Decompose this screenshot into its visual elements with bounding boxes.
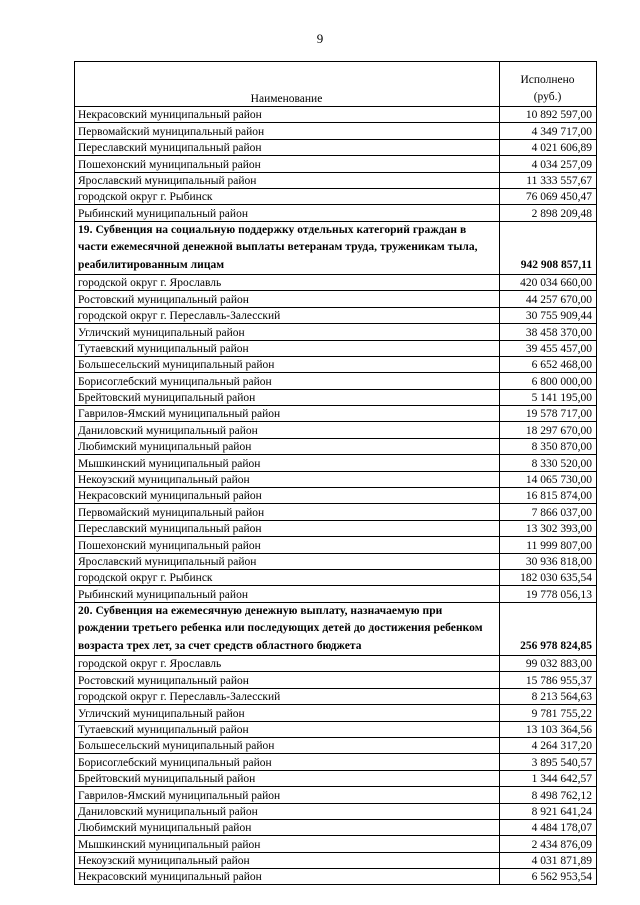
row-value: 99 032 883,00 — [500, 655, 597, 671]
table-row — [75, 307, 597, 323]
row-value: 13 302 393,00 — [500, 520, 597, 536]
row-value: 13 103 364,56 — [500, 721, 597, 737]
table-header-row — [75, 62, 597, 107]
table-row — [75, 373, 597, 389]
row-name: городской округ г. Переславль-Залесский — [75, 307, 500, 323]
table-row — [75, 156, 597, 172]
table-row — [75, 438, 597, 454]
row-name: городской округ г. Рыбинск — [75, 569, 500, 585]
row-value: 8 498 762,12 — [500, 787, 597, 803]
row-name: Любимский муниципальный район — [75, 819, 500, 835]
row-value: 9 781 755,22 — [500, 705, 597, 721]
row-name: Некрасовский муниципальный район — [75, 488, 500, 504]
row-name: Гаврилов-Ямский муниципальный район — [75, 787, 500, 803]
column-header-executed-line1: Исполнено — [520, 74, 575, 86]
budget-table — [74, 61, 597, 885]
row-value: 4 021 606,89 — [500, 139, 597, 155]
section-20-header-row — [75, 602, 597, 655]
row-value: 38 458 370,00 — [500, 324, 597, 340]
row-name: Рыбинский муниципальный район — [75, 205, 500, 221]
row-value: 15 786 955,37 — [500, 672, 597, 688]
row-value: 3 895 540,57 — [500, 754, 597, 770]
section-19-total: 942 908 857,11 — [500, 221, 597, 274]
row-name: Мышкинский муниципальный район — [75, 836, 500, 852]
table-row — [75, 688, 597, 704]
table-row — [75, 455, 597, 471]
row-name: Рыбинский муниципальный район — [75, 586, 500, 602]
row-value: 6 800 000,00 — [500, 373, 597, 389]
row-value: 30 755 909,44 — [500, 307, 597, 323]
row-value: 4 031 871,89 — [500, 852, 597, 868]
page-number: 9 — [316, 31, 324, 46]
row-value: 8 330 520,00 — [500, 455, 597, 471]
table-row — [75, 869, 597, 885]
row-value: 11 333 557,67 — [500, 172, 597, 188]
table-row — [75, 586, 597, 602]
table-row — [75, 389, 597, 405]
row-name: Ярославский муниципальный район — [75, 553, 500, 569]
row-name: Некрасовский муниципальный район — [75, 869, 500, 885]
section-20 — [75, 602, 597, 885]
table-row — [75, 422, 597, 438]
table-row — [75, 537, 597, 553]
section-19-title: 19. Субвенция на социальную поддержку отдельных категорий граждан в части ежемесячной денежной выплаты ветеранам труда, труженикам тыла, реабилитированным лицам — [75, 221, 500, 274]
row-value: 5 141 195,00 — [500, 389, 597, 405]
table-row — [75, 705, 597, 721]
row-value: 30 936 818,00 — [500, 553, 597, 569]
row-value: 18 297 670,00 — [500, 422, 597, 438]
table-row — [75, 553, 597, 569]
row-name: городской округ г. Рыбинск — [75, 188, 500, 204]
row-name: Гаврилов-Ямский муниципальный район — [75, 406, 500, 422]
row-value: 182 030 635,54 — [500, 569, 597, 585]
row-name: Большесельский муниципальный район — [75, 737, 500, 753]
row-value: 2 898 209,48 — [500, 205, 597, 221]
table-row — [75, 770, 597, 786]
row-name: Любимский муниципальный район — [75, 438, 500, 454]
row-name: Угличский муниципальный район — [75, 324, 500, 340]
table-row — [75, 123, 597, 139]
row-name: Некрасовский муниципальный район — [75, 107, 500, 123]
row-value: 4 349 717,00 — [500, 123, 597, 139]
table-row — [75, 520, 597, 536]
table-row — [75, 737, 597, 753]
row-value: 2 434 876,09 — [500, 836, 597, 852]
table-row — [75, 852, 597, 868]
row-value: 16 815 874,00 — [500, 488, 597, 504]
row-name: Тутаевский муниципальный район — [75, 340, 500, 356]
column-header-executed-line2: (руб.) — [533, 91, 562, 103]
row-name: Переславский муниципальный район — [75, 139, 500, 155]
table-row — [75, 488, 597, 504]
table-row — [75, 406, 597, 422]
table-row — [75, 139, 597, 155]
row-value: 1 344 642,57 — [500, 770, 597, 786]
table-row — [75, 787, 597, 803]
row-name: Борисоглебский муниципальный район — [75, 373, 500, 389]
section-19 — [75, 221, 597, 602]
row-name: Некоузский муниципальный район — [75, 852, 500, 868]
table-row — [75, 754, 597, 770]
row-name: Ярославский муниципальный район — [75, 172, 500, 188]
row-value: 11 999 807,00 — [500, 537, 597, 553]
row-name: Брейтовский муниципальный район — [75, 770, 500, 786]
row-name: Первомайский муниципальный район — [75, 123, 500, 139]
row-value: 6 652 468,00 — [500, 356, 597, 372]
row-value: 4 034 257,09 — [500, 156, 597, 172]
row-value: 14 065 730,00 — [500, 471, 597, 487]
row-value: 8 350 870,00 — [500, 438, 597, 454]
row-value: 7 866 037,00 — [500, 504, 597, 520]
row-value: 4 484 178,07 — [500, 819, 597, 835]
table-row — [75, 803, 597, 819]
row-value: 8 921 641,24 — [500, 803, 597, 819]
row-name: Ростовский муниципальный район — [75, 291, 500, 307]
table-row — [75, 471, 597, 487]
table-row — [75, 836, 597, 852]
table-row — [75, 819, 597, 835]
table-row — [75, 672, 597, 688]
row-name: Пошехонский муниципальный район — [75, 537, 500, 553]
section-19-header-row — [75, 221, 597, 274]
row-name: Борисоглебский муниципальный район — [75, 754, 500, 770]
row-value: 8 213 564,63 — [500, 688, 597, 704]
row-name: Ростовский муниципальный район — [75, 672, 500, 688]
row-name: Первомайский муниципальный район — [75, 504, 500, 520]
row-name: Большесельский муниципальный район — [75, 356, 500, 372]
row-name: Даниловский муниципальный район — [75, 803, 500, 819]
column-header-executed — [500, 62, 597, 107]
table-row — [75, 655, 597, 671]
column-header-name: Наименование — [75, 62, 500, 107]
table-row — [75, 356, 597, 372]
table-body-top — [75, 107, 597, 222]
table-row — [75, 107, 597, 123]
row-value: 44 257 670,00 — [500, 291, 597, 307]
table-row — [75, 188, 597, 204]
row-name: городской округ г. Переславль-Залесский — [75, 688, 500, 704]
table-row — [75, 504, 597, 520]
row-value: 76 069 450,47 — [500, 188, 597, 204]
row-name: Тутаевский муниципальный район — [75, 721, 500, 737]
table-row — [75, 721, 597, 737]
row-name: Даниловский муниципальный район — [75, 422, 500, 438]
row-value: 19 578 717,00 — [500, 406, 597, 422]
row-value: 39 455 457,00 — [500, 340, 597, 356]
section-20-title: 20. Субвенция на ежемесячную денежную выплату, назначаемую при рождении третьего ребенка или последующих детей до достижения ребенком возраста трех лет, за счет средств областного бюджета — [75, 602, 500, 655]
table-row — [75, 569, 597, 585]
row-value: 10 892 597,00 — [500, 107, 597, 123]
table-row — [75, 291, 597, 307]
table-row — [75, 274, 597, 290]
section-20-total: 256 978 824,85 — [500, 602, 597, 655]
row-name: Брейтовский муниципальный район — [75, 389, 500, 405]
table-row — [75, 205, 597, 221]
row-name: Угличский муниципальный район — [75, 705, 500, 721]
row-name: Пошехонский муниципальный район — [75, 156, 500, 172]
row-value: 6 562 953,54 — [500, 869, 597, 885]
row-value: 19 778 056,13 — [500, 586, 597, 602]
row-name: Мышкинский муниципальный район — [75, 455, 500, 471]
table-row — [75, 324, 597, 340]
row-value: 4 264 317,20 — [500, 737, 597, 753]
row-name: городской округ г. Ярославль — [75, 655, 500, 671]
table-row — [75, 172, 597, 188]
row-name: городской округ г. Ярославль — [75, 274, 500, 290]
table-row — [75, 340, 597, 356]
row-value: 420 034 660,00 — [500, 274, 597, 290]
row-name: Некоузский муниципальный район — [75, 471, 500, 487]
row-name: Переславский муниципальный район — [75, 520, 500, 536]
